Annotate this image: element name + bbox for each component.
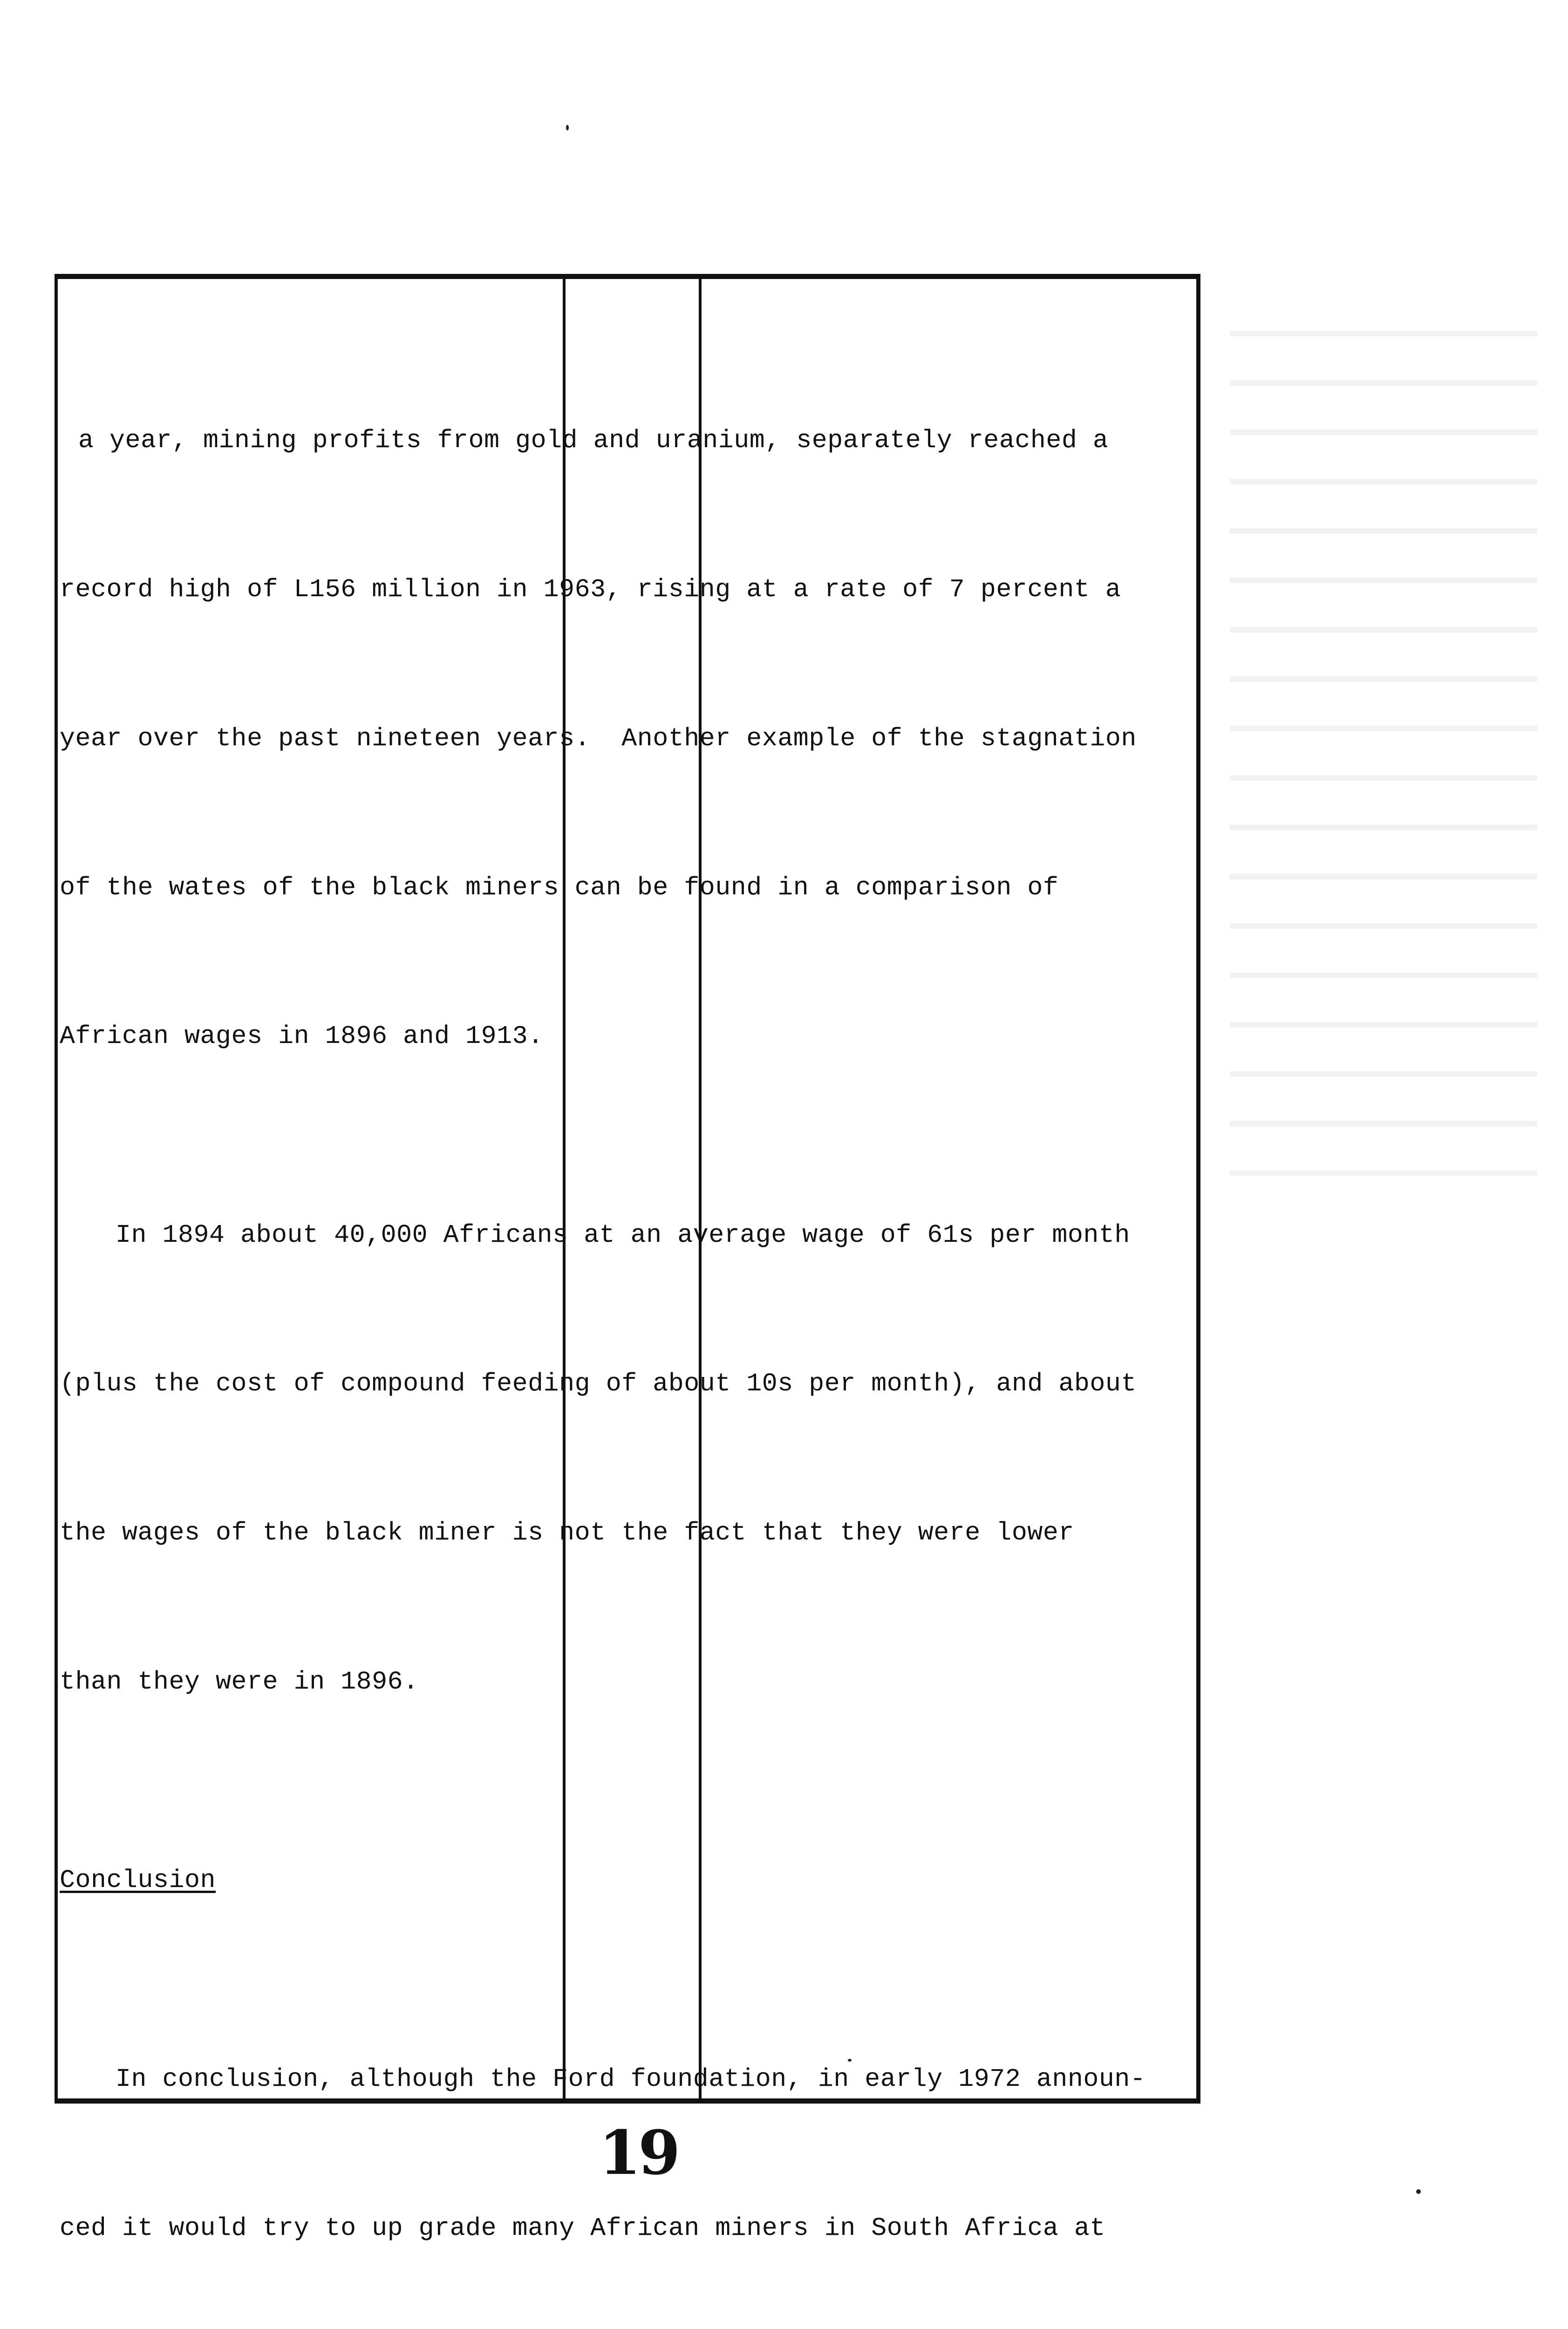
section-heading: Conclusion: [60, 1866, 216, 1895]
paper-speck: [848, 2059, 852, 2062]
text-line: ced it would try to up grade many African miners in South Africa at: [60, 2213, 1105, 2243]
paper-speck: [566, 125, 569, 130]
paper-speck: [1416, 2189, 1421, 2194]
text-line: record high of L156 million in 1963, rising at a rate of 7 percent a: [60, 574, 1121, 604]
text-line: African wages in 1896 and 1913.: [60, 1021, 544, 1051]
body-text: [60, 317, 1196, 2329]
section-heading-line: [60, 1856, 1196, 1906]
text-line: of the wates of the black miners can be found in a comparison of: [60, 872, 1059, 902]
text-line: the wages of the black miner is not the fact that they were lower: [60, 1518, 1074, 1548]
text-line: a year, mining profits from gold and uranium, separately reached a: [78, 426, 1109, 456]
text-line: In 1894 about 40,000 Africans at an average wage of 61s per month: [116, 1220, 1130, 1250]
text-line: year over the past nineteen years. Another example of the stagnation: [60, 723, 1137, 753]
text-line: (plus the cost of compound feeding of about 10s per month), and about: [60, 1369, 1137, 1399]
text-line: In conclusion, although the Ford foundation, in early 1972 announ-: [116, 2064, 1146, 2094]
bleed-through-text: [1230, 298, 1537, 1183]
page-number: 19: [599, 2117, 678, 2188]
text-line: than they were in 1896.: [60, 1667, 419, 1697]
